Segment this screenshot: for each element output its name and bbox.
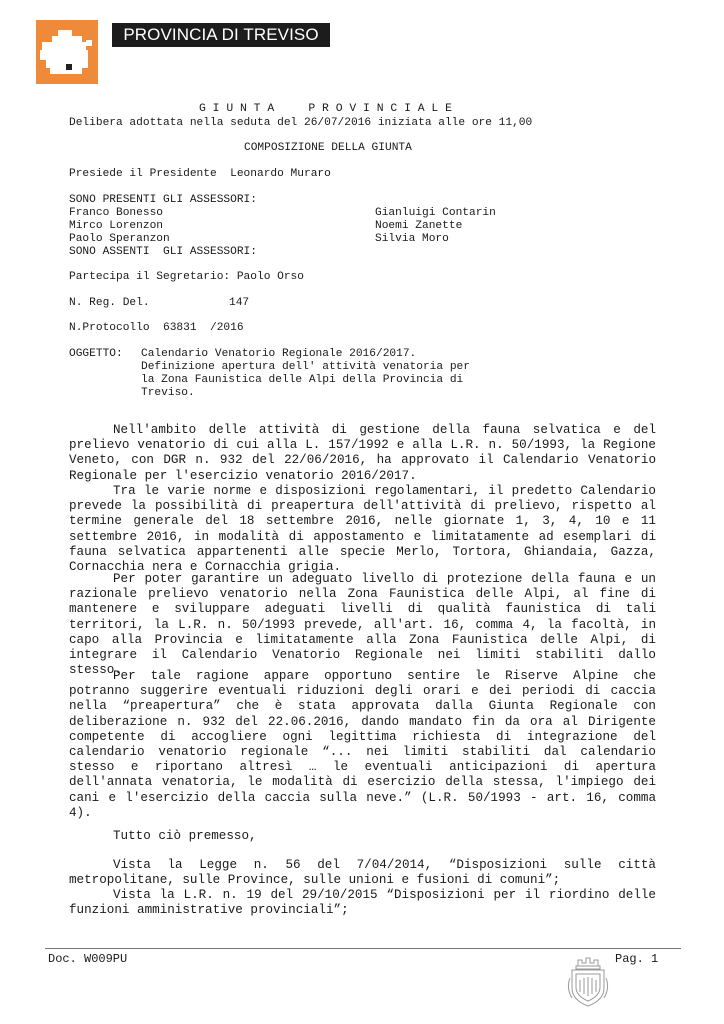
subject-line: Calendario Venatorio Regionale 2016/2017. [141,348,417,360]
coat-of-arms-icon [564,952,612,1010]
present-heading: SONO PRESENTI GLI ASSESSORI: [69,194,257,206]
session-line: Delibera adottata nella seduta del 26/07/2016 iniziata alle ore 11,00 [69,117,533,129]
assessor-name: Silvia Moro [375,233,449,245]
subject-line: Definizione apertura dell' attività venatoria per [141,361,470,373]
assessor-name: Gianluigi Contarin [375,207,496,219]
reg-label: N. Reg. Del. [69,297,150,309]
body-paragraph: Nell'ambito delle attività di gestione della fauna selvatica e del prelievo venatorio di cui alla L. 157/1992 e alla L.R. n. 50/1993, la Regione Veneto, con DGR n. 932 del 22/06/2016, ha approvato il Calendario Venatorio Regionale per l'esercizio venatorio 2016/2017. [69,423,656,483]
subject-label: OGGETTO: [69,348,123,360]
secretary-line: Partecipa il Segretario: Paolo Orso [69,271,304,283]
subject-line: Treviso. [141,387,195,399]
assessor-name: Paolo Speranzon [69,233,170,245]
page-number: Pag. 1 [615,952,659,966]
assessor-name: Mirco Lorenzon [69,220,163,232]
body-paragraph: Vista la L.R. n. 19 del 29/10/2015 “Disposizioni per il riordino delle funzioni amministrative provinciali”; [69,888,656,918]
body-paragraph: Vista la Legge n. 56 del 7/04/2014, “Disposizioni sulle città metropolitane, sulle Province, sulle unioni e fusioni di comuni”; [69,858,656,888]
provincia-logo-icon [36,20,98,84]
document-title: G I U N T A P R O V I N C I A L E [199,103,452,115]
president-line: Presiede il Presidente Leonardo Muraro [69,168,331,180]
body-paragraph: Tra le varie norme e disposizioni regolamentari, il predetto Calendario prevede la possibilità di preapertura dell'attività di prelievo, rispetto al termine generale del 18 settembre 2016, nelle giornate 1, 3, 4, 10 e 11 settembre 2016, in modalità di appostamento e limitatamente ad esemplari di fauna selvatica appartenenti alle specie Merlo, Tortora, Ghiandaia, Gazza, Cornacchia nera e Cornacchia grigia. [69,484,656,575]
body-paragraph: Tutto ciò premesso, [113,829,257,843]
assessor-name: Noemi Zanette [375,220,463,232]
reg-value: 147 [229,297,250,309]
composition-heading: COMPOSIZIONE DELLA GIUNTA [244,142,412,154]
protocol-line: N.Protocollo 63831 /2016 [69,322,244,334]
header-banner: PROVINCIA DI TREVISO [112,23,330,47]
subject-line: la Zona Faunistica delle Alpi della Provincia di [141,374,464,386]
body-paragraph: Per poter garantire un adeguato livello di protezione della fauna e un razionale prelievo venatorio nella Zona Faunistica delle Alpi, al fine di mantenere e sviluppare adeguati livelli di qualità faunistica di tali territori, la L.R. n. 50/1993 prevede, all'art. 16, comma 4, la facoltà, in capo alla Provincia e limitatamente alla Zona Faunistica delle Alpi, di integrare il Calendario Venatorio Regionale nei limiti stabiliti dallo stesso. [69,572,656,678]
doc-code: Doc. W009PU [48,952,128,966]
absent-heading: SONO ASSENTI GLI ASSESSORI: [69,246,257,258]
footer-divider [45,948,681,949]
body-paragraph: Per tale ragione appare opportuno sentire le Riserve Alpine che potranno suggerire eventuali riduzioni degli orari e dei periodi di caccia nella “preapertura” che è stata approvata dalla Giunta Regionale con deliberazione n. 932 del 22.06.2016, dando mandato fin da ora al Dirigente competente di accogliere ogni legittima richiesta di integrazione del calendario venatorio regionale “... nei limiti stabiliti dal calendario stesso e riportano altresì … le eventuali anticipazioni di apertura dell'annata venatoria, le modalità di esercizio della stessa, l'impiego dei cani e l'esercizio della caccia sulla neve.” (L.R. 50/1993 - art. 16, comma 4). [69,669,656,820]
assessor-name: Franco Bonesso [69,207,163,219]
